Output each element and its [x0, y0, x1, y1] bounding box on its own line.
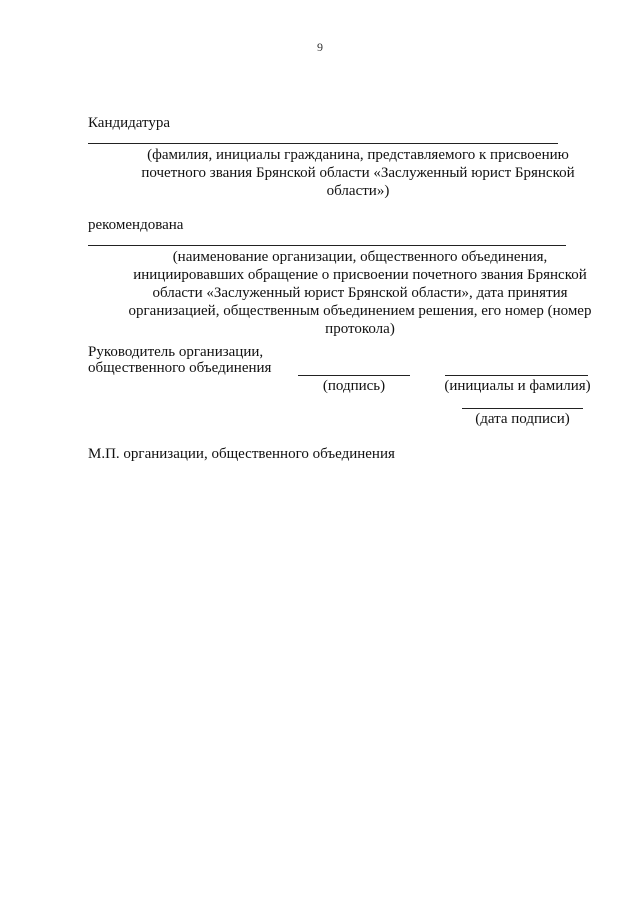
- page-number: 9: [317, 40, 323, 54]
- organization-hint: [80, 248, 640, 338]
- signature-hint: (подпись): [322, 378, 386, 394]
- candidate-hint-line: почетного звания Брянской области «Заслуженный юрист Брянской: [141, 165, 575, 181]
- organization-hint-line: инициировавших обращение о присвоении почетного звания Брянской: [133, 267, 587, 283]
- signature-line[interactable]: [298, 375, 410, 376]
- candidate-hint-line: области»): [326, 183, 390, 199]
- date-hint: (дата подписи): [475, 411, 570, 427]
- name-hint: (инициалы и фамилия): [444, 378, 591, 394]
- stamp-label: М.П. организации, общественного объединения: [88, 446, 395, 462]
- name-line[interactable]: [445, 375, 588, 376]
- head-label-line2: общественного объединения: [88, 360, 272, 376]
- organization-hint-line: протокола): [325, 321, 395, 337]
- organization-hint-line: организацией, общественным объединением решения, его номер (номер: [128, 303, 592, 319]
- organization-hint-line: области «Заслуженный юрист Брянской области», дата принятия: [152, 285, 568, 301]
- head-label-line1: Руководитель организации,: [88, 344, 264, 360]
- candidate-label: Кандидатура: [88, 115, 171, 131]
- recommended-label: рекомендована: [88, 217, 184, 233]
- organization-line[interactable]: [88, 245, 566, 246]
- date-line[interactable]: [462, 408, 583, 409]
- candidate-hint: [88, 146, 628, 200]
- candidate-hint-line: (фамилия, инициалы гражданина, представляемого к присвоению: [147, 147, 569, 163]
- organization-hint-line: (наименование организации, общественного объединения,: [172, 249, 548, 265]
- candidate-name-line[interactable]: [88, 143, 558, 144]
